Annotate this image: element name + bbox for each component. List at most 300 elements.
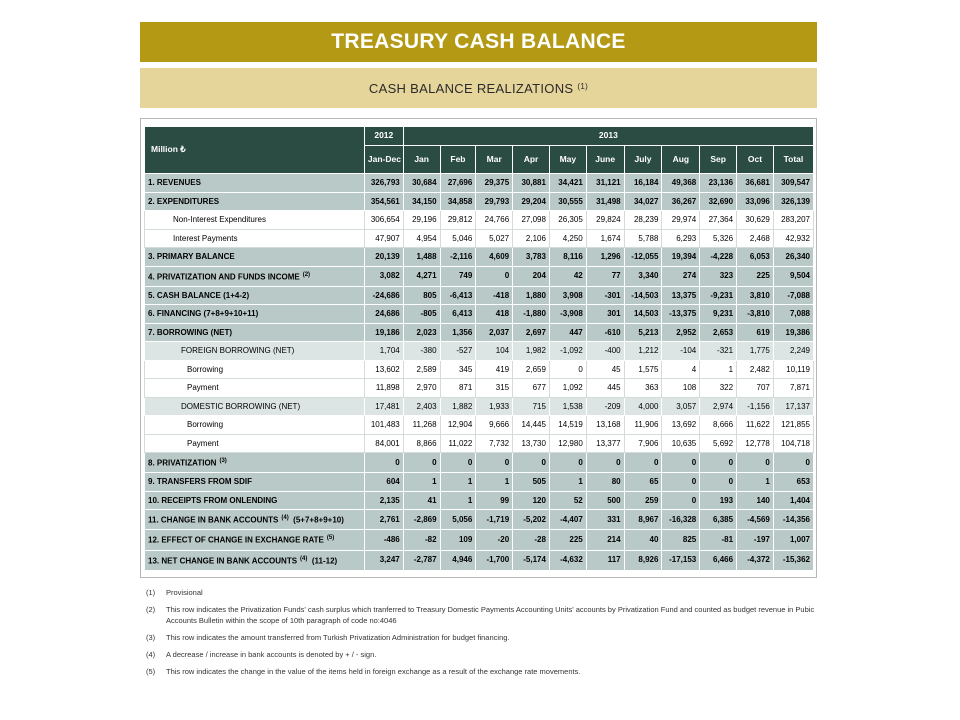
table-cell: 32,690 [700, 192, 737, 211]
table-cell: 33,096 [737, 192, 774, 211]
table-cell: 34,421 [549, 174, 586, 193]
table-cell: 0 [624, 453, 662, 473]
table-cell: 1,933 [476, 397, 513, 416]
table-cell: -82 [403, 530, 440, 550]
table-cell: 30,684 [403, 174, 440, 193]
table-cell: 0 [549, 360, 586, 379]
footnote-text: This row indicates the change in the value of the items held in foreign exchange as a result of the exchange rate movements. [166, 667, 581, 676]
table-cell: -1,880 [513, 305, 550, 324]
table-cell: 707 [737, 379, 774, 398]
table-cell: 5,692 [700, 434, 737, 453]
row-label-text: Borrowing [187, 364, 224, 374]
column-header: Aug [662, 146, 700, 174]
table-cell: 8,666 [700, 416, 737, 435]
table-cell: 49,368 [662, 174, 700, 193]
table-cell: 2,653 [700, 323, 737, 342]
table-cell: 9,666 [476, 416, 513, 435]
table-cell: 4,946 [440, 550, 476, 570]
table-cell: 6,293 [662, 229, 700, 248]
table-cell: -610 [586, 323, 624, 342]
table-row [145, 397, 814, 416]
row-label [145, 550, 365, 570]
table-cell: 419 [476, 360, 513, 379]
footnote-ref: (4) [300, 555, 308, 562]
table-cell: 871 [440, 379, 476, 398]
table-cell: 0 [662, 491, 700, 510]
footnote [146, 604, 816, 626]
row-label-text: Non-Interest Expenditures [173, 215, 266, 224]
footnote-number: (3) [146, 633, 156, 642]
table-cell: -17,153 [662, 550, 700, 570]
row-label-text: 4. PRIVATIZATION AND FUNDS INCOME [148, 272, 300, 282]
table-cell: 445 [586, 379, 624, 398]
title-text: TREASURY CASH BALANCE [331, 30, 626, 53]
table-cell: 29,812 [440, 211, 476, 230]
table-cell: 2,249 [773, 342, 813, 361]
table-cell: 13,375 [662, 286, 700, 305]
table-cell: 16,184 [624, 174, 662, 193]
table-cell: -24,686 [364, 286, 403, 305]
footnote-number: (4) [146, 650, 156, 659]
table-cell: 117 [586, 550, 624, 570]
table-cell: 30,629 [737, 211, 774, 230]
table-cell: -4,372 [737, 550, 774, 570]
table-cell: 3,340 [624, 266, 662, 286]
table-cell: 1 [476, 473, 513, 492]
table-cell: 104 [476, 342, 513, 361]
footnote [146, 649, 816, 660]
table-cell: 6,053 [737, 248, 774, 267]
table-cell: 11,906 [624, 416, 662, 435]
table-cell: 13,692 [662, 416, 700, 435]
table-cell: 4,609 [476, 248, 513, 267]
footnote-ref: (2) [302, 271, 311, 278]
table-row [145, 379, 814, 398]
table-cell: -2,787 [403, 550, 440, 570]
table-cell: 5,056 [440, 510, 476, 530]
table-cell: 26,305 [549, 211, 586, 230]
table-cell: 101,483 [364, 416, 403, 435]
table-cell: 12,980 [549, 434, 586, 453]
table-cell: 354,561 [364, 192, 403, 211]
table-cell: 8,967 [624, 510, 662, 530]
table-cell: 2,761 [364, 510, 403, 530]
table-cell: 5,046 [440, 229, 476, 248]
table-cell: 604 [364, 473, 403, 492]
page-title [140, 22, 817, 62]
table-row [145, 342, 814, 361]
table-cell: 193 [700, 491, 737, 510]
footnote-ref: (5) [326, 535, 335, 542]
row-label-text: 10. RECEIPTS FROM ONLENDING [148, 495, 278, 505]
table-cell: -1,700 [476, 550, 513, 570]
table-cell: 1,404 [773, 491, 813, 510]
table-cell: 805 [403, 286, 440, 305]
table-cell: 42,932 [773, 229, 813, 248]
table-cell: 1,982 [513, 342, 550, 361]
row-label [145, 211, 365, 230]
table-cell: 36,267 [662, 192, 700, 211]
table-row [145, 211, 814, 230]
table-cell: 11,268 [403, 416, 440, 435]
table-cell: 225 [549, 530, 586, 550]
table-cell: 14,503 [624, 305, 662, 324]
table-cell: 505 [513, 473, 550, 492]
table-cell: 2,589 [403, 360, 440, 379]
table-cell: 29,196 [403, 211, 440, 230]
table-cell: 41 [403, 491, 440, 510]
row-formula: (11-12) [307, 556, 338, 566]
table-cell: -3,908 [549, 305, 586, 324]
table-cell: 29,974 [662, 211, 700, 230]
row-label-text: DOMESTIC BORROWING (NET) [181, 401, 301, 411]
table-cell: 3,057 [662, 397, 700, 416]
row-label-text: 13. NET CHANGE IN BANK ACCOUNTS [148, 556, 298, 566]
table-cell: 204 [513, 266, 550, 286]
table-cell: 24,766 [476, 211, 513, 230]
row-label [145, 323, 365, 342]
table-cell: 309,547 [773, 174, 813, 193]
table-cell: 10,119 [773, 360, 813, 379]
table-cell: -321 [700, 342, 737, 361]
column-header: Feb [440, 146, 476, 174]
table-cell: 0 [737, 453, 774, 473]
table-cell: 34,150 [403, 192, 440, 211]
row-label [145, 174, 365, 193]
footnote [146, 587, 816, 598]
table-cell: 30,555 [549, 192, 586, 211]
unit-header: Million ₺ [145, 127, 365, 174]
year-2013-header: 2013 [403, 127, 813, 146]
table-cell: 3,908 [549, 286, 586, 305]
table-cell: 42 [549, 266, 586, 286]
table-cell: 17,481 [364, 397, 403, 416]
table-cell: 1,488 [403, 248, 440, 267]
row-label [145, 434, 365, 453]
table-cell: -104 [662, 342, 700, 361]
table-cell: 1,674 [586, 229, 624, 248]
table-row [145, 305, 814, 324]
table-cell: 29,204 [513, 192, 550, 211]
table-cell: 13,602 [364, 360, 403, 379]
table-cell: 2,697 [513, 323, 550, 342]
row-label [145, 286, 365, 305]
table-cell: 11,622 [737, 416, 774, 435]
table-cell: 0 [403, 453, 440, 473]
table-cell: -1,092 [549, 342, 586, 361]
table-cell: 418 [476, 305, 513, 324]
year-2012-header: 2012 [364, 127, 403, 146]
table-cell: 1 [737, 473, 774, 492]
table-cell: 80 [586, 473, 624, 492]
column-header: Mar [476, 146, 513, 174]
table-cell: 2,482 [737, 360, 774, 379]
table-cell: 5,027 [476, 229, 513, 248]
table-cell: 331 [586, 510, 624, 530]
table-cell: -1,719 [476, 510, 513, 530]
table-cell: -4,632 [549, 550, 586, 570]
table-cell: 5,213 [624, 323, 662, 342]
table-row [145, 453, 814, 473]
table-cell: 825 [662, 530, 700, 550]
table-row [145, 192, 814, 211]
table-cell: 363 [624, 379, 662, 398]
table-cell: -3,810 [737, 305, 774, 324]
table-cell: 2,659 [513, 360, 550, 379]
table-row [145, 550, 814, 570]
row-label [145, 397, 365, 416]
row-label-text: 11. CHANGE IN BANK ACCOUNTS [148, 515, 279, 525]
column-header: Oct [737, 146, 774, 174]
table-cell: 7,732 [476, 434, 513, 453]
row-label-text: Borrowing [187, 420, 224, 430]
table-cell: -486 [364, 530, 403, 550]
table-cell: 315 [476, 379, 513, 398]
table-cell: 4,250 [549, 229, 586, 248]
table-cell: 1,356 [440, 323, 476, 342]
row-label-text: FOREIGN BORROWING (NET) [181, 346, 295, 356]
column-header: May [549, 146, 586, 174]
table-cell: -2,869 [403, 510, 440, 530]
table-cell: 3,783 [513, 248, 550, 267]
table-cell: 2,135 [364, 491, 403, 510]
row-label [145, 229, 365, 248]
row-label [145, 491, 365, 510]
table-cell: -5,202 [513, 510, 550, 530]
footnote-number: (5) [146, 667, 156, 676]
table-cell: 7,088 [773, 305, 813, 324]
footnote-text: This row indicates the amount transferred from Turkish Privatization Administration for budget financing. [166, 633, 510, 642]
table-cell: 1,212 [624, 342, 662, 361]
table-cell: 26,340 [773, 248, 813, 267]
table-cell: 1 [403, 473, 440, 492]
table-cell: 84,001 [364, 434, 403, 453]
table-row [145, 174, 814, 193]
table-cell: 0 [700, 453, 737, 473]
table-cell: -6,413 [440, 286, 476, 305]
row-label [145, 510, 365, 530]
table-cell: -14,356 [773, 510, 813, 530]
table-cell: 27,098 [513, 211, 550, 230]
subtitle-footnote-ref: (1) [577, 81, 589, 91]
table-cell: 13,377 [586, 434, 624, 453]
table-cell: 0 [364, 453, 403, 473]
table-cell: -81 [700, 530, 737, 550]
table-row [145, 530, 814, 550]
table-cell: 2,106 [513, 229, 550, 248]
table-cell: 4,271 [403, 266, 440, 286]
column-header: Jan-Dec [364, 146, 403, 174]
row-label-text: 5. CASH BALANCE (1+4-2) [148, 290, 250, 300]
row-label [145, 248, 365, 267]
table-cell: 677 [513, 379, 550, 398]
row-label-text: 2. EXPENDITURES [148, 196, 220, 206]
table-cell: 31,121 [586, 174, 624, 193]
table-cell: 19,186 [364, 323, 403, 342]
table-cell: 40 [624, 530, 662, 550]
table-cell: 306,654 [364, 211, 403, 230]
row-label-text: Payment [187, 438, 219, 448]
table-cell: 1,538 [549, 397, 586, 416]
table-cell: 12,778 [737, 434, 774, 453]
table-cell: 715 [513, 397, 550, 416]
table-cell: 0 [476, 266, 513, 286]
table-cell: 47,907 [364, 229, 403, 248]
table-cell: 29,824 [586, 211, 624, 230]
table-cell: 5,788 [624, 229, 662, 248]
table-cell: 323 [700, 266, 737, 286]
table-cell: 214 [586, 530, 624, 550]
table-cell: 225 [737, 266, 774, 286]
table-cell: 19,386 [773, 323, 813, 342]
row-label [145, 192, 365, 211]
footnote-ref: (3) [219, 458, 227, 465]
table-cell: -16,328 [662, 510, 700, 530]
table-cell: 140 [737, 491, 774, 510]
table-row [145, 286, 814, 305]
footnote-text: A decrease / increase in bank accounts is denoted by + / - sign. [166, 650, 377, 659]
table-cell: 283,207 [773, 211, 813, 230]
table-cell: -4,228 [700, 248, 737, 267]
table-cell: -527 [440, 342, 476, 361]
row-formula: (5+7+8+9+10) [288, 515, 344, 525]
footnotes [146, 587, 816, 683]
table-cell: 749 [440, 266, 476, 286]
table-cell: 8,926 [624, 550, 662, 570]
row-label-text: 1. REVENUES [148, 178, 201, 187]
row-label [145, 305, 365, 324]
table-cell: 6,385 [700, 510, 737, 530]
row-label-text: 7. BORROWING (NET) [148, 327, 232, 337]
table-cell: -4,407 [549, 510, 586, 530]
table-row [145, 323, 814, 342]
row-label-text: 9. TRANSFERS FROM SDIF [148, 477, 253, 487]
column-header: Apr [513, 146, 550, 174]
row-label [145, 266, 365, 286]
table-cell: -9,231 [700, 286, 737, 305]
table-cell: -197 [737, 530, 774, 550]
table-cell: 9,231 [700, 305, 737, 324]
table-cell: 14,519 [549, 416, 586, 435]
table-cell: 259 [624, 491, 662, 510]
row-label [145, 473, 365, 492]
table-row [145, 266, 814, 286]
table-cell: 0 [662, 473, 700, 492]
footnote-text: This row indicates the Privatization Funds' cash surplus which tranferred to Treasury Domestic Payments Accounting Units' accounts by Privatization Fund and counted as budget revenue in Pubic Accounts Bulletin within the scope of 10th paragraph of code no:4046 [166, 605, 815, 625]
row-label-text: Payment [187, 383, 219, 393]
table-cell: -12,055 [624, 248, 662, 267]
table-cell: 0 [586, 453, 624, 473]
table-cell: 10,635 [662, 434, 700, 453]
table-row [145, 491, 814, 510]
column-header: Total [773, 146, 813, 174]
table-cell: 1,775 [737, 342, 774, 361]
table-cell: 2,970 [403, 379, 440, 398]
table-cell: 3,247 [364, 550, 403, 570]
table-cell: 4,000 [624, 397, 662, 416]
table-cell: 619 [737, 323, 774, 342]
column-header: Sep [700, 146, 737, 174]
table-cell: 0 [773, 453, 813, 473]
table-cell: 326,139 [773, 192, 813, 211]
table-cell: 20,139 [364, 248, 403, 267]
table-cell: 447 [549, 323, 586, 342]
row-label [145, 360, 365, 379]
table-cell: 27,696 [440, 174, 476, 193]
table-cell: -5,174 [513, 550, 550, 570]
table-cell: -20 [476, 530, 513, 550]
table-cell: -28 [513, 530, 550, 550]
table-cell: 17,137 [773, 397, 813, 416]
table-cell: -14,503 [624, 286, 662, 305]
page-subtitle [140, 68, 817, 108]
table-cell: 0 [700, 473, 737, 492]
table-cell: 2,023 [403, 323, 440, 342]
table-cell: 3,810 [737, 286, 774, 305]
table-cell: -15,362 [773, 550, 813, 570]
table-cell: 6,413 [440, 305, 476, 324]
table-cell: 1 [549, 473, 586, 492]
table-cell: 34,858 [440, 192, 476, 211]
table-cell: 23,136 [700, 174, 737, 193]
table-cell: 345 [440, 360, 476, 379]
table-cell: 3,082 [364, 266, 403, 286]
table-cell: 2,037 [476, 323, 513, 342]
table-cell: 322 [700, 379, 737, 398]
table-cell: -400 [586, 342, 624, 361]
row-label-text: Interest Payments [173, 233, 238, 243]
table-cell: 301 [586, 305, 624, 324]
table-cell: 2,468 [737, 229, 774, 248]
table-cell: 7,906 [624, 434, 662, 453]
footnote-number: (1) [146, 588, 156, 597]
table-cell: 109 [440, 530, 476, 550]
table-cell: -209 [586, 397, 624, 416]
table-cell: 77 [586, 266, 624, 286]
table-cell: 108 [662, 379, 700, 398]
table-cell: 0 [476, 453, 513, 473]
table-cell: 36,681 [737, 174, 774, 193]
table-cell: 14,445 [513, 416, 550, 435]
table-cell: 11,898 [364, 379, 403, 398]
table-row [145, 473, 814, 492]
table-cell: 2,403 [403, 397, 440, 416]
footnote [146, 632, 816, 643]
table-cell: 7,871 [773, 379, 813, 398]
table-cell: 0 [549, 453, 586, 473]
footnote-text: Provisional [166, 588, 203, 597]
subtitle-text: CASH BALANCE REALIZATIONS [368, 80, 574, 96]
table-cell: 24,686 [364, 305, 403, 324]
row-label-text: 6. FINANCING (7+8+9+10+11) [148, 309, 259, 319]
table-cell: -418 [476, 286, 513, 305]
table-cell: 27,364 [700, 211, 737, 230]
table-cell: 99 [476, 491, 513, 510]
table-cell: 120 [513, 491, 550, 510]
table-row [145, 248, 814, 267]
row-label [145, 342, 365, 361]
table-cell: 4,954 [403, 229, 440, 248]
table-cell: 0 [440, 453, 476, 473]
table-cell: -1,156 [737, 397, 774, 416]
table-cell: 1,882 [440, 397, 476, 416]
table-cell: -13,375 [662, 305, 700, 324]
table-cell: 274 [662, 266, 700, 286]
table-row [145, 229, 814, 248]
table-cell: 9,504 [773, 266, 813, 286]
table-cell: 1,092 [549, 379, 586, 398]
table-cell: 500 [586, 491, 624, 510]
